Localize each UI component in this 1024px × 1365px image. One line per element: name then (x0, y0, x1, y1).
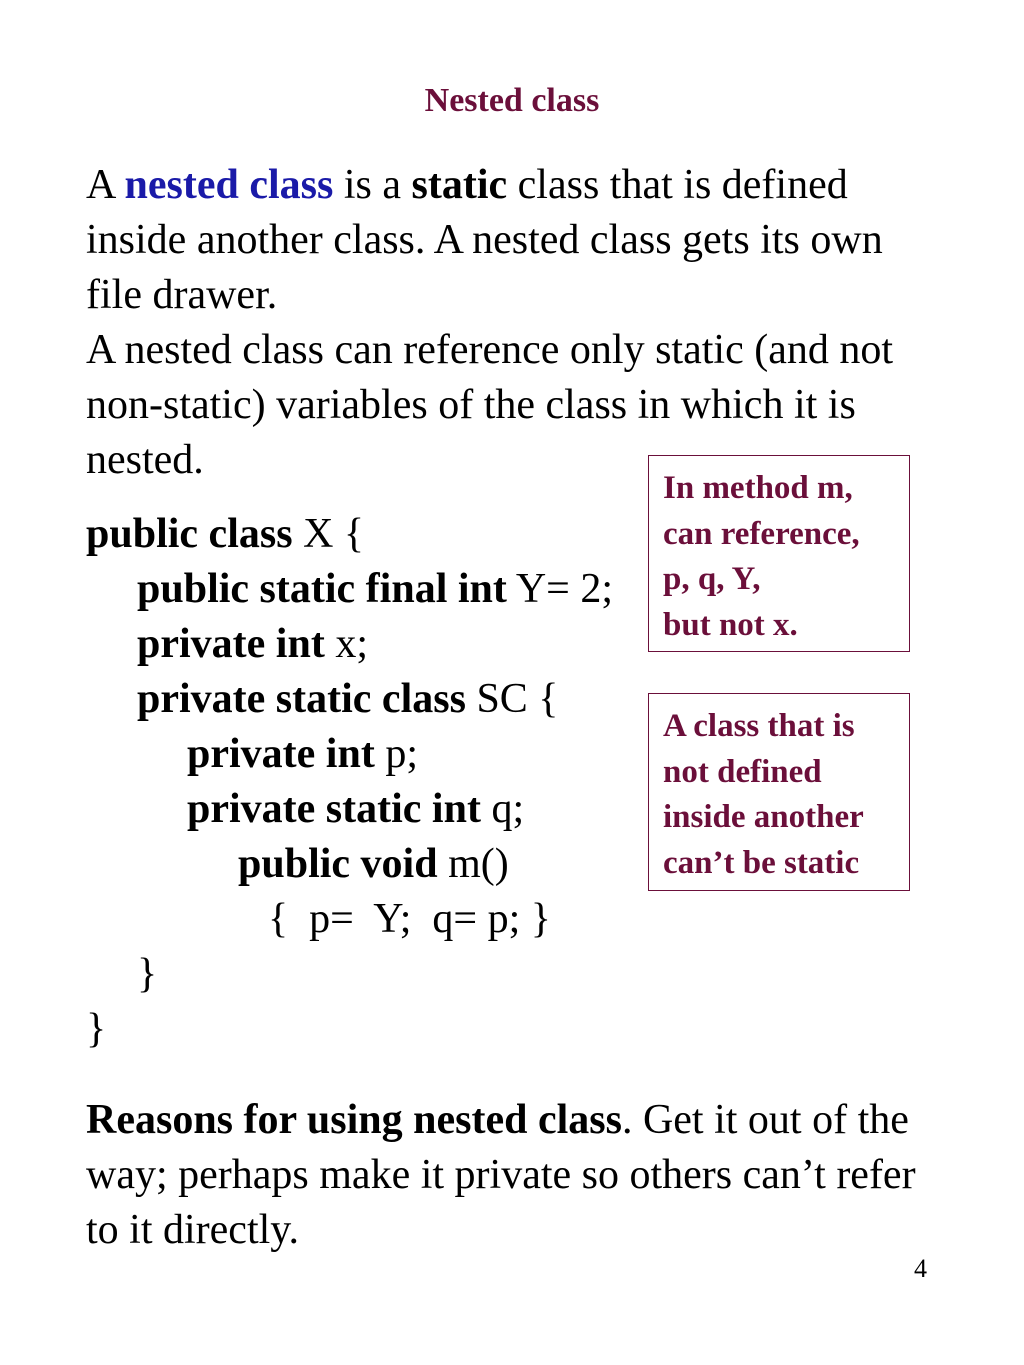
term-nested-class: nested class (124, 162, 334, 208)
code-line-1: public class X { (86, 511, 365, 557)
note-line: can’t be static (663, 844, 860, 881)
note-line: In method m, (663, 470, 853, 506)
note-line: but not x. (663, 606, 798, 643)
page-number: 4 (914, 1254, 927, 1283)
reasons-heading: Reasons for using nested class (86, 1097, 622, 1143)
code-line-3: private int x; (137, 621, 368, 667)
note-line: A class that is (663, 708, 855, 744)
reasons-paragraph (86, 1093, 946, 1258)
code-line-4: private static class SC { (137, 676, 559, 722)
code-line-10: } (86, 1006, 107, 1052)
note-static-rule (648, 693, 910, 891)
term-static: static (411, 162, 508, 208)
intro-word-a: A (86, 162, 115, 208)
code-line-9: } (137, 951, 158, 997)
note-line: not defined (663, 753, 822, 790)
intro-definition: class that is defined inside another class. A nested class gets its own file drawer. (86, 162, 883, 318)
intro-word-is-a: is a (343, 162, 402, 208)
reasons-text: . Get it out of the way; perhaps make it private so others can’t refer to it directly. (86, 1097, 916, 1253)
intro-reference-rule: A nested class can reference only static (and not non-static) variables of the class in which it is nested. (86, 327, 894, 483)
note-line: inside another (663, 799, 864, 835)
note-line: p, q, Y, (663, 561, 761, 597)
code-line-2: public static final int Y= 2; (137, 566, 614, 612)
code-line-8: { p= Y; q= p; } (268, 896, 551, 942)
code-line-6: private static int q; (187, 786, 525, 832)
note-line: can reference, (663, 515, 860, 552)
note-method-m (648, 455, 910, 652)
code-line-5: private int p; (187, 731, 418, 777)
slide-title: Nested class (424, 82, 600, 119)
intro-paragraph (86, 158, 946, 488)
code-line-7: public void m() (238, 841, 509, 887)
